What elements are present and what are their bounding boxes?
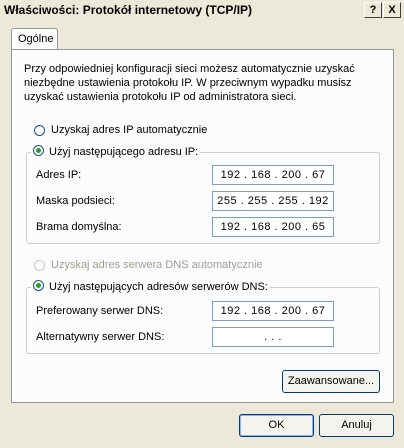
preferred-dns-field[interactable]: 192 . 168 . 200 . 67 <box>212 301 334 321</box>
tab-general-label: Ogólne <box>18 33 54 45</box>
subnet-mask-label: Maska podsieci: <box>36 195 115 207</box>
title-bar <box>0 0 404 20</box>
preferred-dns-label: Preferowany serwer DNS: <box>36 305 164 317</box>
alternate-dns-field[interactable]: . . . <box>212 327 334 347</box>
ok-button[interactable]: OK <box>239 414 314 437</box>
subnet-mask-field[interactable]: 255 . 255 . 255 . 192 <box>212 191 334 211</box>
ip-address-label: Adres IP: <box>36 169 82 181</box>
ip-address-field[interactable]: 192 . 168 . 200 . 67 <box>212 165 334 185</box>
dns-auto-radio[interactable] <box>34 260 45 271</box>
tab-general[interactable] <box>11 28 58 50</box>
dns-manual-legend <box>31 280 270 293</box>
cancel-button[interactable]: Anuluj <box>319 414 394 437</box>
gateway-field[interactable]: 192 . 168 . 200 . 65 <box>212 217 334 237</box>
ip-auto-label[interactable]: Uzyskaj adres IP automatycznie <box>51 124 208 136</box>
advanced-button[interactable]: Zaawansowane... <box>282 370 380 393</box>
dns-auto-label[interactable]: Uzyskaj adres serwera DNS automatycznie <box>51 259 263 271</box>
dns-manual-radio[interactable] <box>33 280 44 291</box>
ip-manual-radio[interactable] <box>33 145 44 156</box>
intro-text: Przy odpowiedniej konfiguracji sieci możesz automatycznie uzyskać niezbędne ustawienia protokołu IP. W przeciwnym wypadku musisz uzyskać ustawienia protokołu IP od administratora sieci. <box>24 63 355 103</box>
gateway-label: Brama domyślna: <box>36 221 122 233</box>
dns-manual-label[interactable]: Użyj następujących adresów serwerów DNS: <box>49 281 268 293</box>
ip-manual-legend <box>31 145 200 158</box>
help-button[interactable]: ? <box>364 2 382 18</box>
ip-auto-radio[interactable] <box>34 125 45 136</box>
window-title: Właściwości: Protokół internetowy (TCP/IP) <box>4 3 253 17</box>
ip-manual-label[interactable]: Użyj następującego adresu IP: <box>49 146 199 158</box>
alternate-dns-label: Alternatywny serwer DNS: <box>36 331 165 343</box>
close-button[interactable]: X <box>383 2 401 18</box>
